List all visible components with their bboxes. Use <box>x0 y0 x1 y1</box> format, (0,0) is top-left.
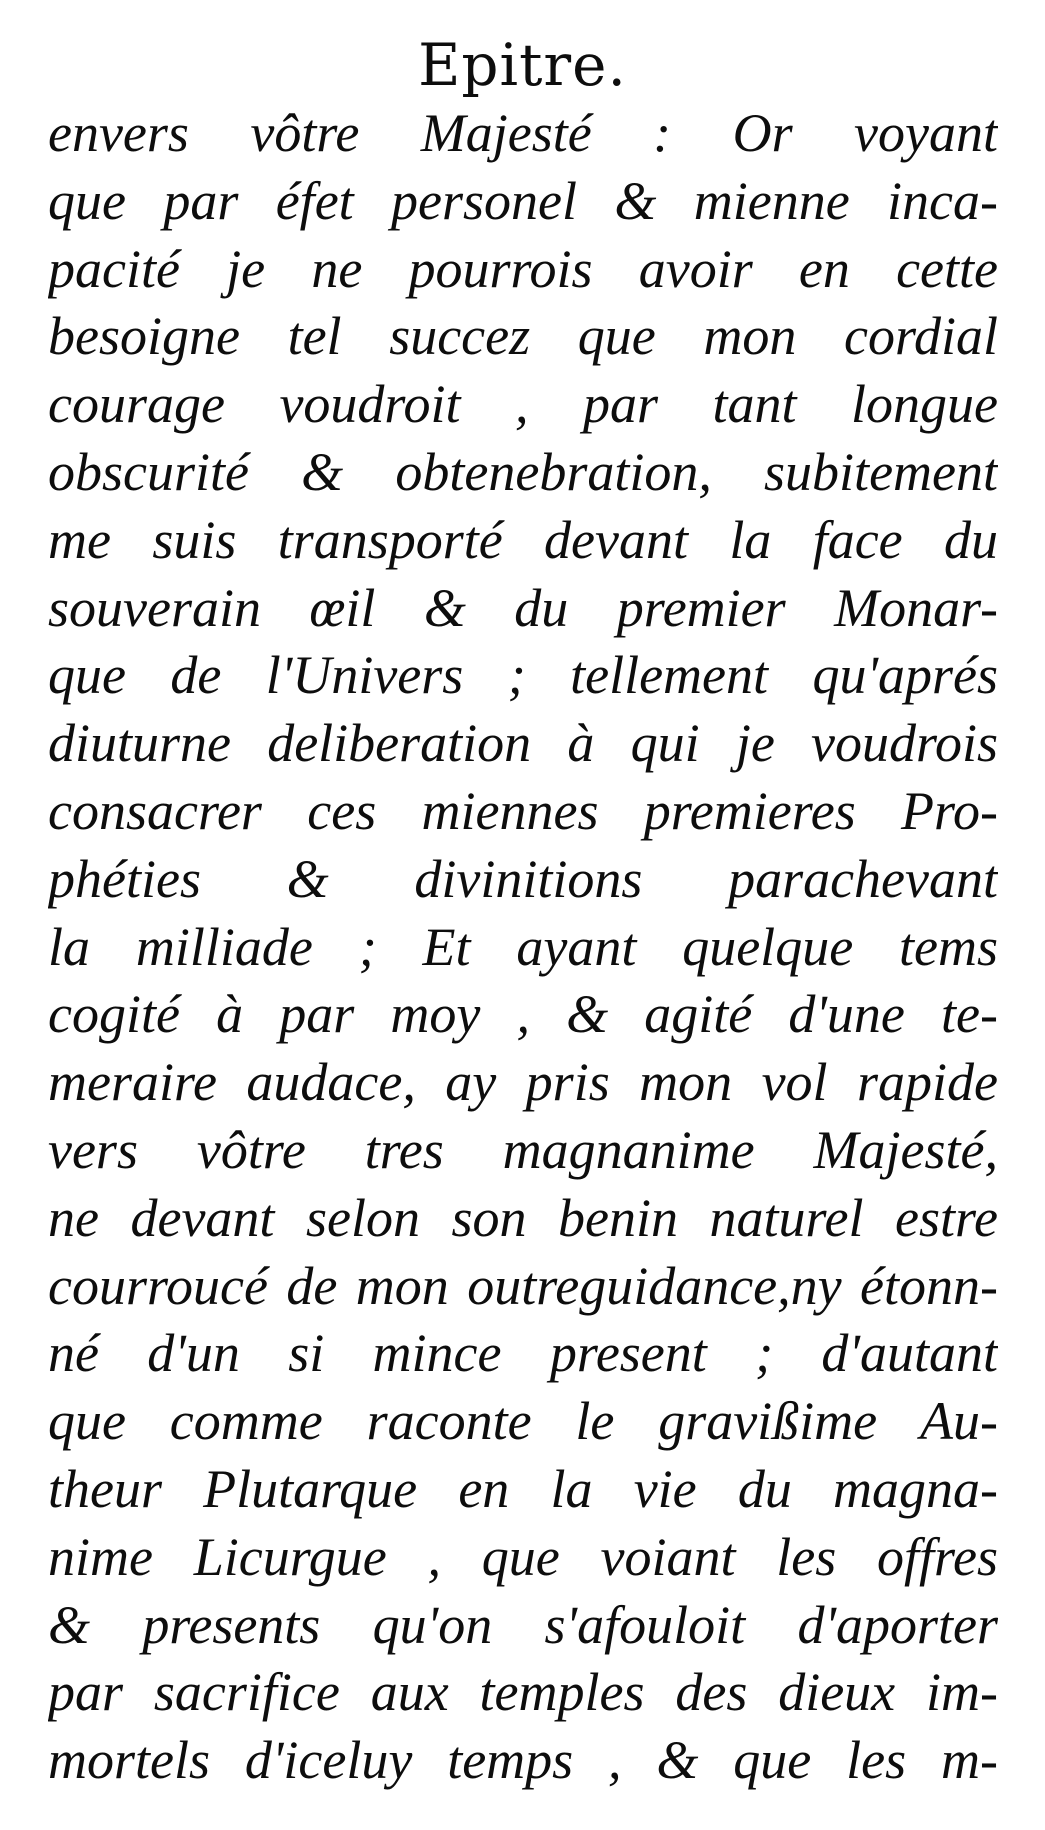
text-line: mortels d'iceluy temps , & que les m- <box>48 1730 998 1791</box>
text-line: que par éfet personel & mienne inca- <box>48 170 998 231</box>
text-line: courage voudroit , par tant longue <box>48 374 998 435</box>
running-head: Epitre. <box>418 31 627 99</box>
text-line: me suis transporté devant la face du <box>48 509 998 570</box>
text-line: envers vôtre Majesté : Or voyant <box>48 103 998 163</box>
text-line: courroucé de mon outreguidance,ny étonn- <box>48 1255 998 1316</box>
text-line: que comme raconte le gravißime Au- <box>48 1391 998 1452</box>
text-line: cogité à par moy , & agité d'une te- <box>48 984 998 1045</box>
text-line: pacité je ne pourrois avoir en cette <box>48 238 998 299</box>
body-text <box>48 100 998 1795</box>
text-line: obscurité & obtenebration, subitement <box>48 441 998 502</box>
text-line: né d'un si mince present ; d'autant <box>48 1323 998 1384</box>
text-line: que de l'Univers ; tellement qu'aprés <box>48 645 998 706</box>
text-line: & presents qu'on s'afouloit d'aporter <box>48 1594 998 1655</box>
text-line: la milliade ; Et ayant quelque tems <box>48 916 998 977</box>
text-line: besoigne tel succez que mon cordial <box>48 306 998 367</box>
text-line: nime Licurgue , que voiant les offres <box>48 1526 998 1587</box>
text-line: consacrer ces miennes premieres Pro- <box>48 780 998 841</box>
text-line: ne devant selon son benin naturel estre <box>48 1187 998 1248</box>
text-line: phéties & divinitions parachevant <box>48 848 998 909</box>
text-line: diuturne deliberation à qui je voudrois <box>48 713 998 774</box>
text-line: vers vôtre tres magnanime Majesté, <box>48 1119 998 1180</box>
text-line: par sacrifice aux temples des dieux im- <box>48 1662 998 1723</box>
text-line: theur Plutarque en la vie du magna- <box>48 1458 998 1519</box>
text-line: meraire audace, ay pris mon vol rapide <box>48 1052 998 1113</box>
text-line: souverain œil & du premier Monar- <box>48 577 998 638</box>
